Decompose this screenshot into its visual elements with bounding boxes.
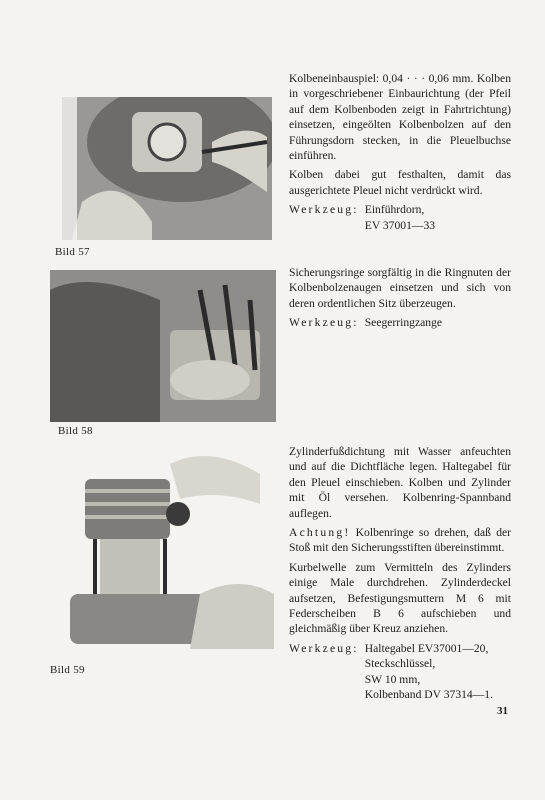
section-1-paragraph-2: Kolben dabei gut festhalten, damit das ausgerichtete Pleuel nicht verdrückt wird. [289,168,511,197]
attention-text: Kolbenringe so drehen, daß der Stoß mit den Sicherungsstiften übereinstimmt. [289,526,511,555]
tool-item: Seegerringzange [364,316,442,330]
section-3-text [289,444,511,703]
tool-item: Steckschlüssel, [364,657,436,671]
figure-57-photo [62,72,272,240]
tool-item: SW 10 mm, [364,672,421,686]
figure-59-caption: Bild 59 [50,664,85,676]
tool-item: Kolbenband DV 37314—1. [364,688,494,702]
tool-label: Werkzeug: [289,641,359,655]
section-2-text [289,265,511,331]
section-2-tools [289,315,511,330]
attention-label: Achtung! [289,526,351,540]
section-3-paragraph-3: Kurbelwelle zum Vermitteln des Zylinders einige Male durchdrehen. Zylinderdeckel aufsetzen, Befestigungsmuttern M 6 mit Federscheiben B 6 aufschieben und gleichmäßig über Kreuz anziehen. [289,560,511,636]
page-number: 31 [497,705,508,717]
section-1-tools [289,202,511,233]
figure-58-photo [50,270,276,422]
tool-label: Werkzeug: [289,203,359,217]
tool-item: Einführdorn, [364,203,425,217]
figure-57-caption: Bild 57 [55,246,90,258]
figure-58-caption: Bild 58 [58,425,93,437]
section-1-text [289,71,511,233]
section-1-paragraph-1: Kolbeneinbauspiel: 0,04 · · · 0,06 mm. Kolben in vorgeschriebener Einbaurichtung (der Pfeil auf dem Kolbenboden zeigt in Fahrtrichtung) einsetzen, eingeölten Kolbenbolzen auf den Führungsdorn stecken, in die Pleuelbuchse einführen. [289,72,511,163]
tool-item: EV 37001—33 [364,218,436,232]
figure-59-photo [60,444,274,649]
section-3-tools [289,641,511,703]
tool-label: Werkzeug: [289,316,359,330]
section-3-paragraph-1: Zylinderfußdichtung mit Wasser anfeuchten und auf die Dichtfläche legen. Haltegabel für den Pleuel einschieben. Kolben und Zylinder mit Öl versehen. Kolbenring-Spannband auflegen. [289,445,511,520]
section-2-paragraph-1: Sicherungsringe sorgfältig in die Ringnuten der Kolbenbolzenaugen einsetzen und sich von deren ordentlichen Sitz überzeugen. [289,266,511,310]
tool-item: Haltegabel EV37001—20, [364,641,489,655]
section-3-paragraph-2 [289,525,511,556]
